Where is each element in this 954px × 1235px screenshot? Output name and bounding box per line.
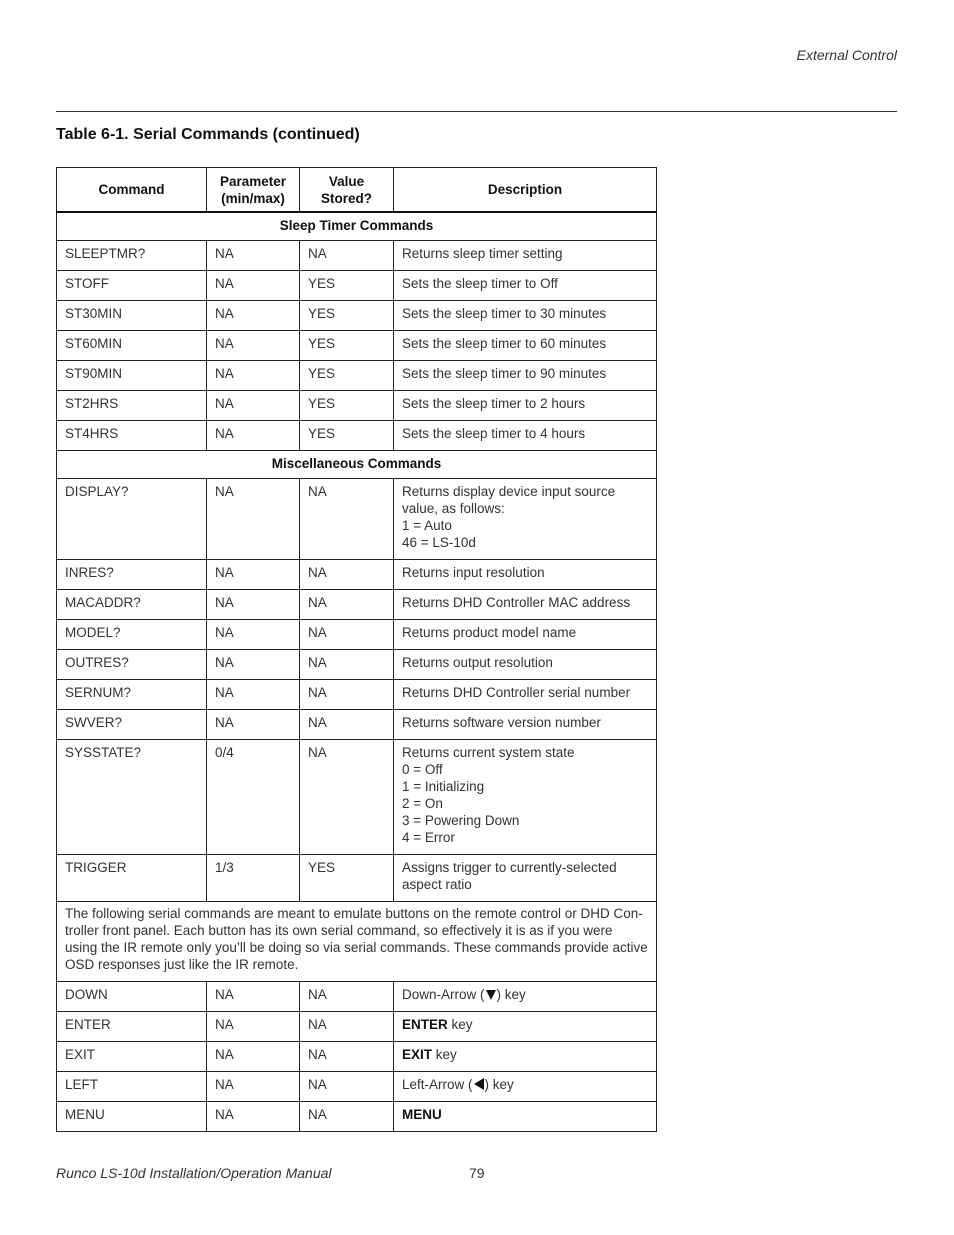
cell-parameter: NA xyxy=(207,1102,300,1132)
cell-description: Sets the sleep timer to 2 hours xyxy=(394,391,657,421)
desc-text: ) key xyxy=(484,1077,514,1092)
table-row xyxy=(57,982,657,1012)
cell-value-stored: YES xyxy=(300,855,394,902)
cell-description: Returns DHD Controller serial number xyxy=(394,680,657,710)
cell-parameter: NA xyxy=(207,331,300,361)
cell-parameter: NA xyxy=(207,982,300,1012)
cell-value-stored: NA xyxy=(300,560,394,590)
cell-parameter: NA xyxy=(207,620,300,650)
desc-text: key xyxy=(447,1017,473,1032)
table-row xyxy=(57,479,657,560)
cell-command: SWVER? xyxy=(57,710,207,740)
cell-parameter: NA xyxy=(207,391,300,421)
cell-value-stored: NA xyxy=(300,1102,394,1132)
desc-text: Down-Arrow ( xyxy=(402,987,485,1002)
cell-command: MENU xyxy=(57,1102,207,1132)
cell-value-stored: YES xyxy=(300,391,394,421)
cell-command: SYSSTATE? xyxy=(57,740,207,855)
cell-description: Returns sleep timer setting xyxy=(394,241,657,271)
cell-parameter: NA xyxy=(207,271,300,301)
cell-command: SERNUM? xyxy=(57,680,207,710)
cell-parameter: NA xyxy=(207,361,300,391)
cell-command: TRIGGER xyxy=(57,855,207,902)
cell-value-stored: YES xyxy=(300,301,394,331)
cell-command: ST60MIN xyxy=(57,331,207,361)
cell-command: LEFT xyxy=(57,1072,207,1102)
table-header-row xyxy=(57,168,657,213)
section-heading-sleep: Sleep Timer Commands xyxy=(57,212,657,241)
cell-description: Sets the sleep timer to 90 minutes xyxy=(394,361,657,391)
serial-commands-table xyxy=(56,167,657,1132)
cell-description: Sets the sleep timer to 60 minutes xyxy=(394,331,657,361)
section-row xyxy=(57,451,657,479)
cell-description: Sets the sleep timer to Off xyxy=(394,271,657,301)
cell-description: Returns DHD Controller MAC address xyxy=(394,590,657,620)
cell-parameter: NA xyxy=(207,1072,300,1102)
table-row xyxy=(57,680,657,710)
remote-emulation-note: The following serial commands are meant to emulate buttons on the remote control or DHD Con-troller front panel. Each button has its own serial command, so effectively it is as if you were using the IR remote only you’ll be doing so via serial commands. These commands provide active OSD responses just like the IR remote. xyxy=(57,902,657,982)
col-header-parameter: Parameter (min/max) xyxy=(207,168,300,213)
cell-command: DOWN xyxy=(57,982,207,1012)
section-row xyxy=(57,212,657,241)
cell-description xyxy=(394,1102,657,1132)
cell-value-stored: YES xyxy=(300,331,394,361)
cell-value-stored: NA xyxy=(300,982,394,1012)
table-row xyxy=(57,710,657,740)
cell-command: SLEEPTMR? xyxy=(57,241,207,271)
table-row xyxy=(57,271,657,301)
key-name: EXIT xyxy=(402,1047,433,1062)
cell-value-stored: NA xyxy=(300,680,394,710)
cell-command: INRES? xyxy=(57,560,207,590)
key-name: MENU xyxy=(402,1107,442,1122)
cell-parameter: NA xyxy=(207,680,300,710)
cell-command: ST2HRS xyxy=(57,391,207,421)
key-name: ENTER xyxy=(402,1017,448,1032)
table-row xyxy=(57,740,657,855)
cell-parameter: NA xyxy=(207,421,300,451)
cell-value-stored: NA xyxy=(300,740,394,855)
note-row xyxy=(57,902,657,982)
cell-value-stored: YES xyxy=(300,421,394,451)
table-row xyxy=(57,560,657,590)
cell-parameter: NA xyxy=(207,1042,300,1072)
cell-value-stored: NA xyxy=(300,590,394,620)
table-row xyxy=(57,331,657,361)
cell-value-stored: YES xyxy=(300,361,394,391)
table-row xyxy=(57,1012,657,1042)
cell-value-stored: NA xyxy=(300,479,394,560)
footer-manual-title: Runco LS-10d Installation/Operation Manual xyxy=(56,1165,332,1181)
left-triangle-icon xyxy=(474,1078,484,1090)
header-rule xyxy=(56,111,897,112)
cell-parameter: NA xyxy=(207,301,300,331)
cell-value-stored: NA xyxy=(300,1012,394,1042)
cell-value-stored: NA xyxy=(300,710,394,740)
cell-description: Returns software version number xyxy=(394,710,657,740)
cell-command: STOFF xyxy=(57,271,207,301)
table-row xyxy=(57,421,657,451)
cell-description: Returns current system state 0 = Off 1 = Initializing 2 = On 3 = Powering Down 4 = Error xyxy=(394,740,657,855)
table-row xyxy=(57,301,657,331)
cell-description: Returns output resolution xyxy=(394,650,657,680)
table-row xyxy=(57,590,657,620)
running-header: External Control xyxy=(796,47,897,63)
col-header-description: Description xyxy=(394,168,657,213)
cell-description xyxy=(394,982,657,1012)
col-header-command: Command xyxy=(57,168,207,213)
desc-text: Left-Arrow ( xyxy=(402,1077,473,1092)
cell-command: ST30MIN xyxy=(57,301,207,331)
cell-description: Returns product model name xyxy=(394,620,657,650)
cell-command: ENTER xyxy=(57,1012,207,1042)
cell-command: ST90MIN xyxy=(57,361,207,391)
table-row xyxy=(57,1042,657,1072)
cell-parameter: NA xyxy=(207,241,300,271)
table-row xyxy=(57,650,657,680)
cell-parameter: 1/3 xyxy=(207,855,300,902)
cell-parameter: NA xyxy=(207,479,300,560)
cell-value-stored: NA xyxy=(300,1072,394,1102)
table-row xyxy=(57,1072,657,1102)
cell-parameter: NA xyxy=(207,1012,300,1042)
cell-command: OUTRES? xyxy=(57,650,207,680)
cell-parameter: NA xyxy=(207,560,300,590)
cell-parameter: NA xyxy=(207,590,300,620)
table-row xyxy=(57,391,657,421)
cell-description: Sets the sleep timer to 4 hours xyxy=(394,421,657,451)
cell-description: Returns input resolution xyxy=(394,560,657,590)
cell-description: Assigns trigger to currently-selected aspect ratio xyxy=(394,855,657,902)
col-header-value-stored: Value Stored? xyxy=(300,168,394,213)
cell-description xyxy=(394,1042,657,1072)
table-row xyxy=(57,1102,657,1132)
cell-value-stored: YES xyxy=(300,271,394,301)
cell-command: EXIT xyxy=(57,1042,207,1072)
cell-value-stored: NA xyxy=(300,650,394,680)
table-row xyxy=(57,241,657,271)
cell-value-stored: NA xyxy=(300,1042,394,1072)
table-row xyxy=(57,855,657,902)
cell-parameter: NA xyxy=(207,710,300,740)
desc-text: ) key xyxy=(496,987,526,1002)
cell-description: Sets the sleep timer to 30 minutes xyxy=(394,301,657,331)
cell-parameter: NA xyxy=(207,650,300,680)
cell-value-stored: NA xyxy=(300,241,394,271)
cell-description xyxy=(394,1012,657,1042)
page-number: 79 xyxy=(469,1165,485,1181)
table-row xyxy=(57,361,657,391)
table-title: Table 6-1. Serial Commands (continued) xyxy=(56,126,360,143)
down-triangle-icon xyxy=(486,990,496,1000)
cell-command: DISPLAY? xyxy=(57,479,207,560)
cell-command: MACADDR? xyxy=(57,590,207,620)
table-row xyxy=(57,620,657,650)
cell-parameter: 0/4 xyxy=(207,740,300,855)
cell-description: Returns display device input source value, as follows: 1 = Auto 46 = LS-10d xyxy=(394,479,657,560)
cell-value-stored: NA xyxy=(300,620,394,650)
desc-text: key xyxy=(432,1047,457,1062)
cell-command: ST4HRS xyxy=(57,421,207,451)
cell-command: MODEL? xyxy=(57,620,207,650)
section-heading-misc: Miscellaneous Commands xyxy=(57,451,657,479)
cell-description xyxy=(394,1072,657,1102)
